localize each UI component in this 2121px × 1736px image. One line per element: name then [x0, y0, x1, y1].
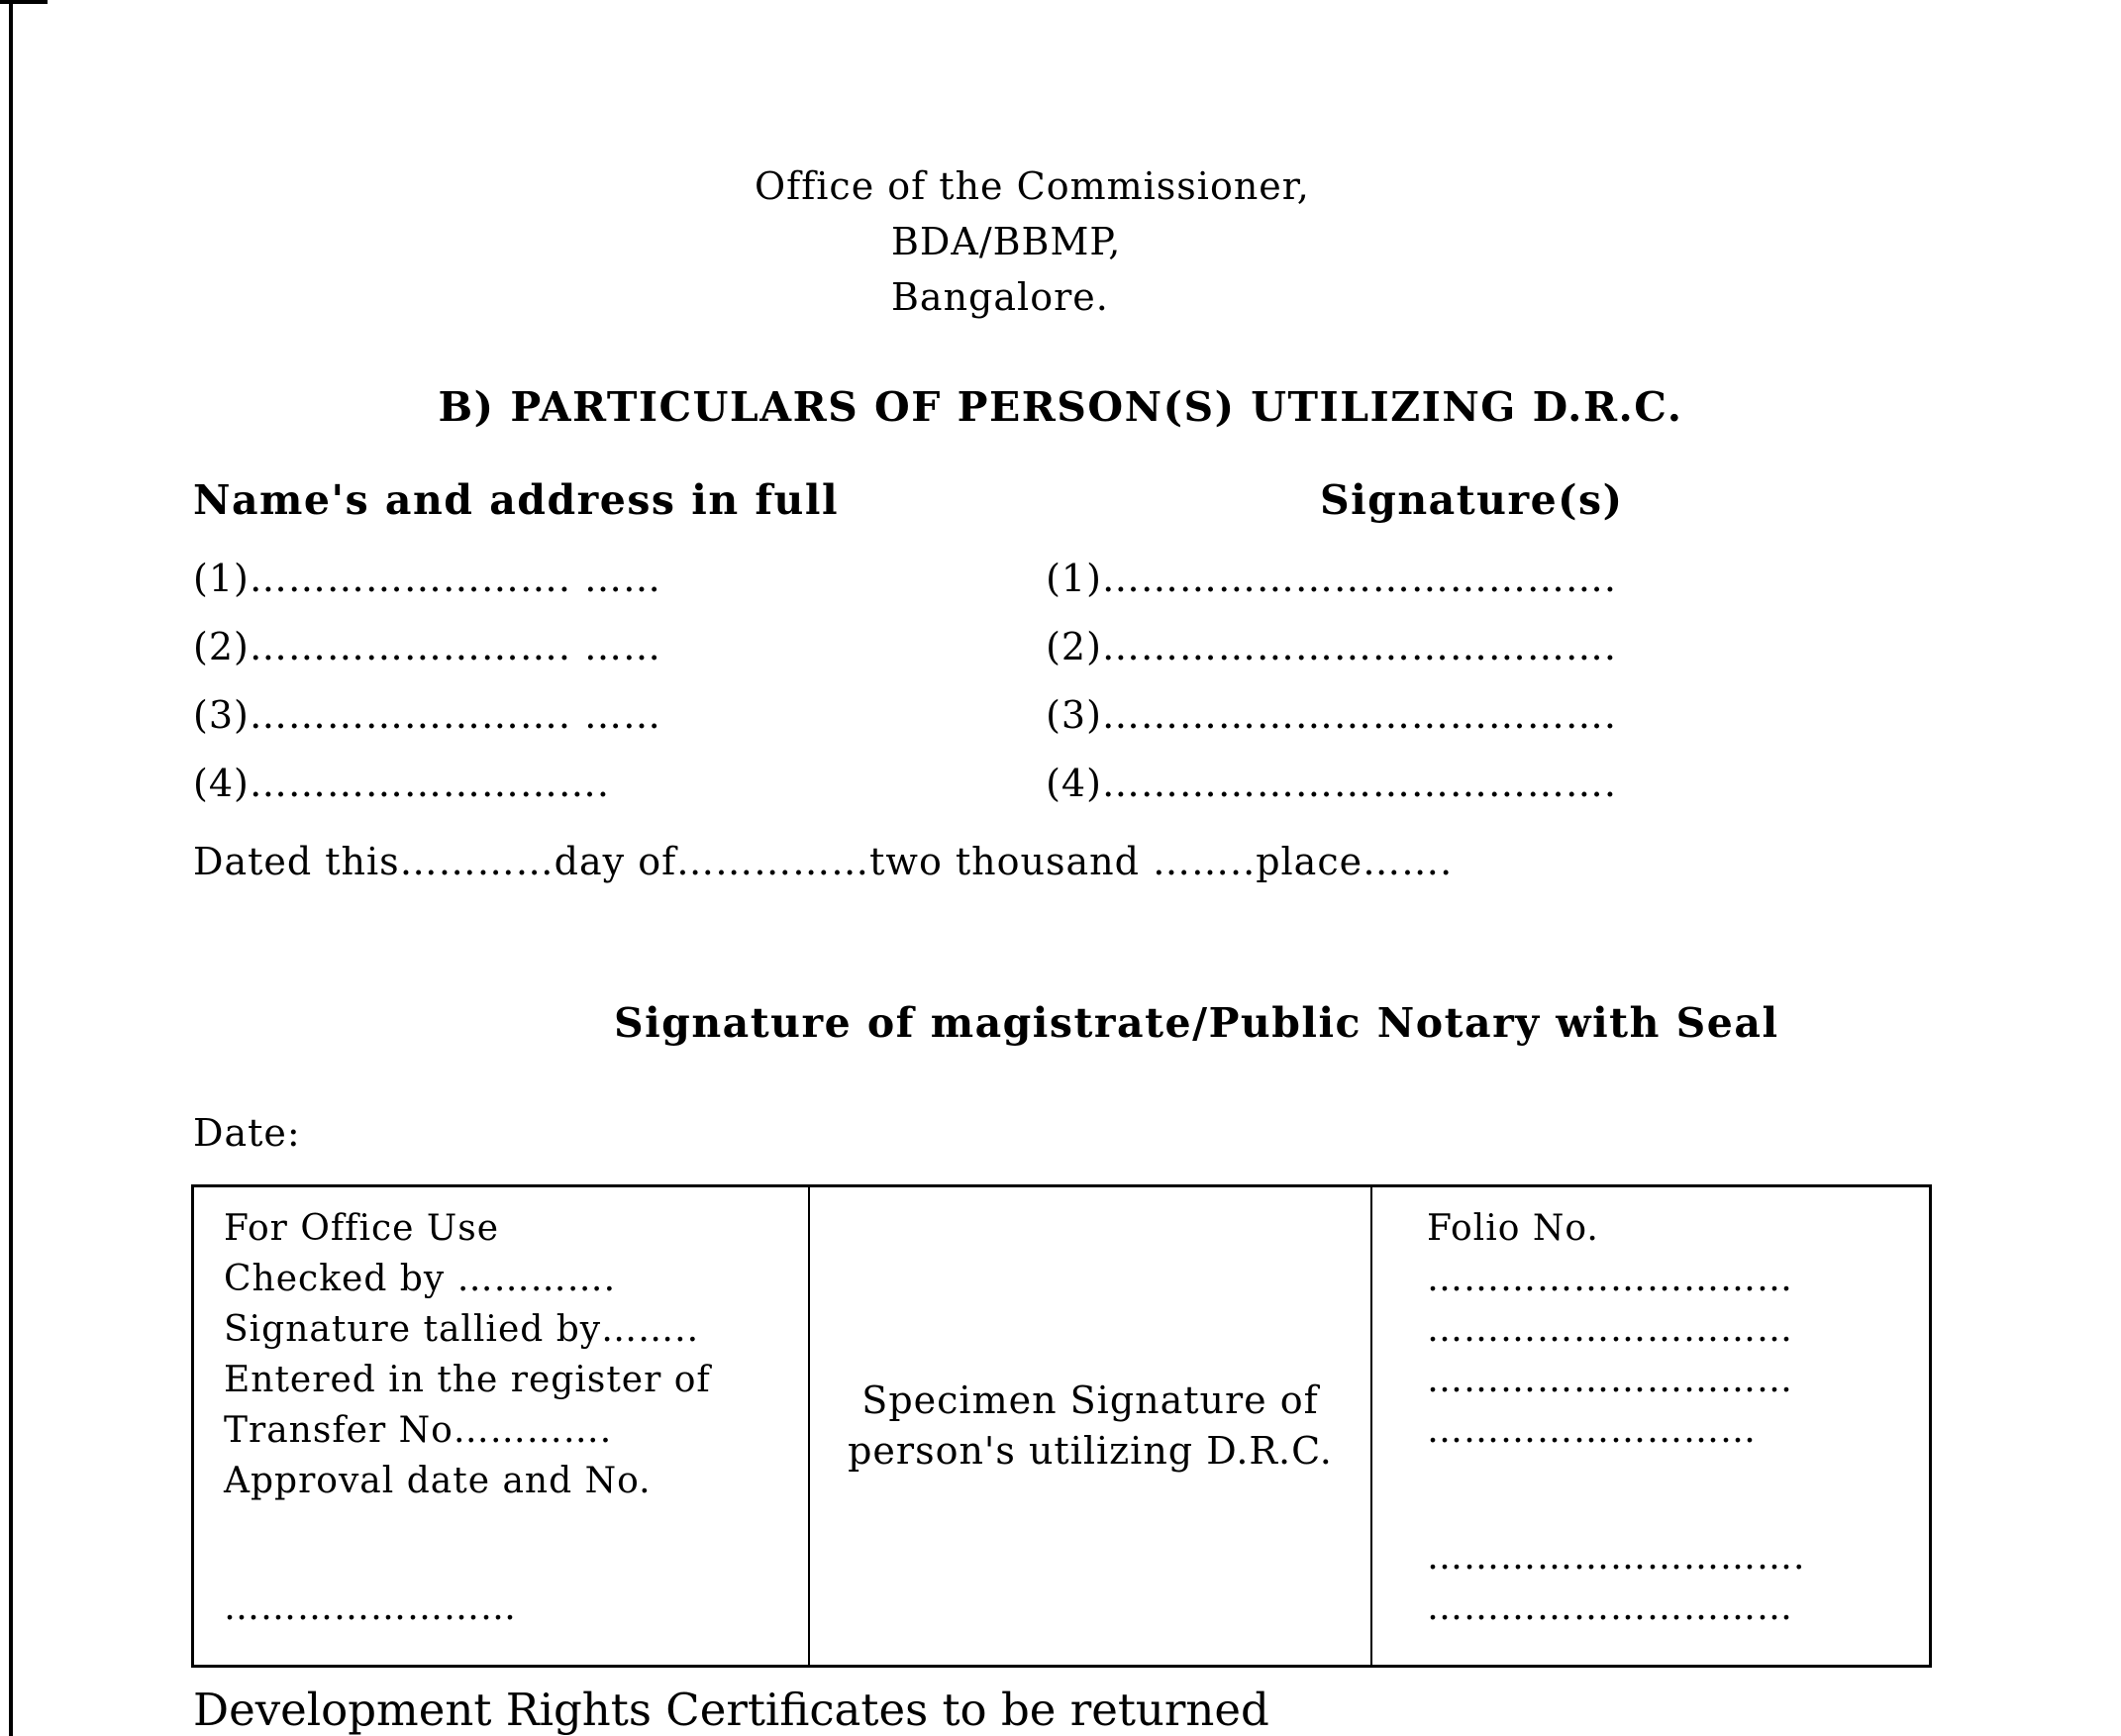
person-row-4 — [193, 756, 1617, 824]
page-border-top — [0, 0, 48, 4]
footer-text: Development Rights Certificates to be returned — [193, 1684, 1269, 1736]
folio-dotted-line-1: ………………………… — [1427, 1259, 1793, 1299]
folio-spacer — [1427, 1456, 1909, 1506]
folio-dotted-line-3: ………………………… — [1427, 1360, 1793, 1400]
folio-dotted-line-4: ……………………… — [1427, 1410, 1757, 1451]
signatures-column-heading: Signature(s) — [1320, 476, 1624, 524]
signature-field-1: (1)…………………………………. — [1046, 557, 1617, 600]
office-use-line-6: Approval date and No. — [224, 1461, 652, 1501]
office-use-line-7 — [224, 1506, 798, 1557]
office-use-line-1: For Office Use — [224, 1208, 500, 1249]
office-address-block — [755, 158, 1310, 325]
person-row-1 — [193, 551, 1617, 619]
name-field-4: (4)………………………. — [193, 762, 610, 805]
office-use-line-3: Signature tallied by…….. — [224, 1309, 700, 1350]
office-use-dotted-line: …………………… — [224, 1587, 517, 1628]
office-address-line-2: BDA/BBMP, — [891, 220, 1122, 263]
specimen-signature-line-2: person's utilizing D.R.C. — [848, 1429, 1333, 1473]
specimen-signature-cell — [808, 1187, 1372, 1665]
names-column-heading: Name's and address in full — [193, 476, 840, 524]
folio-dotted-line-2: ………………………… — [1427, 1309, 1793, 1350]
folio-label: Folio No. — [1427, 1208, 1599, 1249]
office-use-line-5: Transfer No…………. — [224, 1410, 613, 1451]
date-label: Date: — [193, 1111, 301, 1155]
person-row-2 — [193, 619, 1617, 687]
page-border-left — [9, 0, 13, 1736]
signature-field-2: (2)…………………………………. — [1046, 625, 1617, 668]
office-address-line-1: Office of the Commissioner, — [755, 164, 1310, 208]
notary-signature-label: Signature of magistrate/Public Notary with Seal — [614, 999, 1779, 1047]
folio-dotted-line-5: …………………………. — [1427, 1537, 1806, 1578]
name-field-3: (3)……………………. …… — [193, 693, 661, 737]
dated-line: Dated this…………day of……………two thousand ……..place……. — [193, 840, 1454, 883]
office-use-box — [191, 1184, 1932, 1668]
specimen-signature-line-1: Specimen Signature of — [861, 1379, 1319, 1422]
signature-field-4: (4)…………………………………. — [1046, 762, 1617, 805]
name-field-1: (1)……………………. …… — [193, 557, 661, 600]
person-row-3 — [193, 687, 1617, 756]
office-use-line-4: Entered in the register of — [224, 1360, 711, 1400]
office-use-cell — [194, 1187, 808, 1665]
section-title: B) PARTICULARS OF PERSON(S) UTILIZING D.R.C. — [438, 383, 1683, 431]
office-address-line-3: Bangalore. — [891, 275, 1109, 319]
name-field-2: (2)……………………. …… — [193, 625, 661, 668]
office-use-line-2: Checked by …………. — [224, 1259, 617, 1299]
folio-dotted-line-6: ………………………… — [1427, 1587, 1793, 1628]
signature-field-3: (3)…………………………………. — [1046, 693, 1617, 737]
persons-rows — [193, 551, 1617, 824]
folio-cell — [1372, 1187, 1929, 1665]
